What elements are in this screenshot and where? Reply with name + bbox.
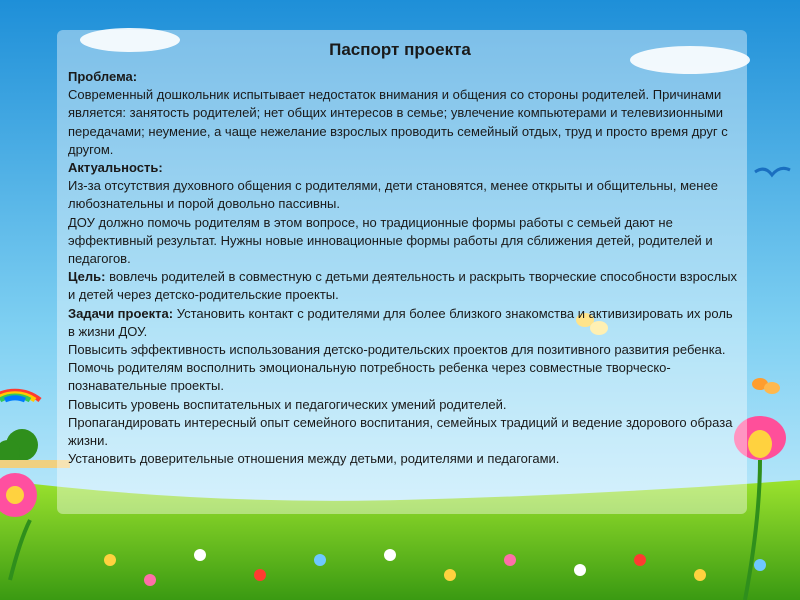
tasks-heading: Задачи проекта:	[68, 305, 174, 321]
goal-paragraph	[68, 268, 740, 304]
task-3: Помочь родителям восполнить эмоциональную потребность ребенка через совместные творческо-познавательные проекты.	[68, 360, 671, 394]
slide-body	[68, 68, 740, 468]
goal-heading: Цель:	[68, 269, 106, 285]
task-6: Установить доверительные отношения между детьми, родителями и педагогами.	[68, 451, 560, 467]
task-5: Пропагандировать интересный опыт семейного воспитания, семейных традиций и ведение здорового образа жизни.	[68, 414, 733, 449]
relevance-text-1: Из-за отсутствия духовного общения с родителями, дети становятся, менее открыты и общительны, менее любознательны и порой довольно пассивны.	[68, 178, 718, 212]
goal-text: вовлечь родителей в совместную с детьми деятельность и раскрыть творческие способности взрослых и детей через детско-родительские проекты.	[68, 269, 738, 303]
slide-title: Паспорт проекта	[329, 40, 471, 59]
task-2: Повысить эффективность использования детско-родительских проектов для позитивного развития ребенка.	[68, 342, 726, 358]
relevance-heading: Актуальность:	[68, 160, 163, 176]
tasks-paragraph	[68, 305, 740, 341]
task-4: Повысить уровень воспитательных и педагогических умений родителей.	[68, 396, 507, 412]
problem-text: Современный дошкольник испытывает недостаток внимания и общения со стороны родителей. Причинами является: занятость родителей; нет общих интересов в семье; увлечение компьютерами и телевизионными передачами; неумение, а чаще нежелание взрослых проводить семейный отдых, труд и просто время друг с другом.	[68, 87, 728, 157]
tasks-text: Установить контакт с родителями для более близкого знакомства и активизировать их роль в жизни ДОУ.	[68, 305, 733, 339]
relevance-text-2: ДОУ должно помочь родителям в этом вопросе, но традиционные формы работы с семьей дают не эффективный результат. Нужны новые инновационные формы работы для сближения детей, родителей и педагогов.	[68, 214, 713, 267]
problem-heading: Проблема:	[68, 69, 138, 84]
